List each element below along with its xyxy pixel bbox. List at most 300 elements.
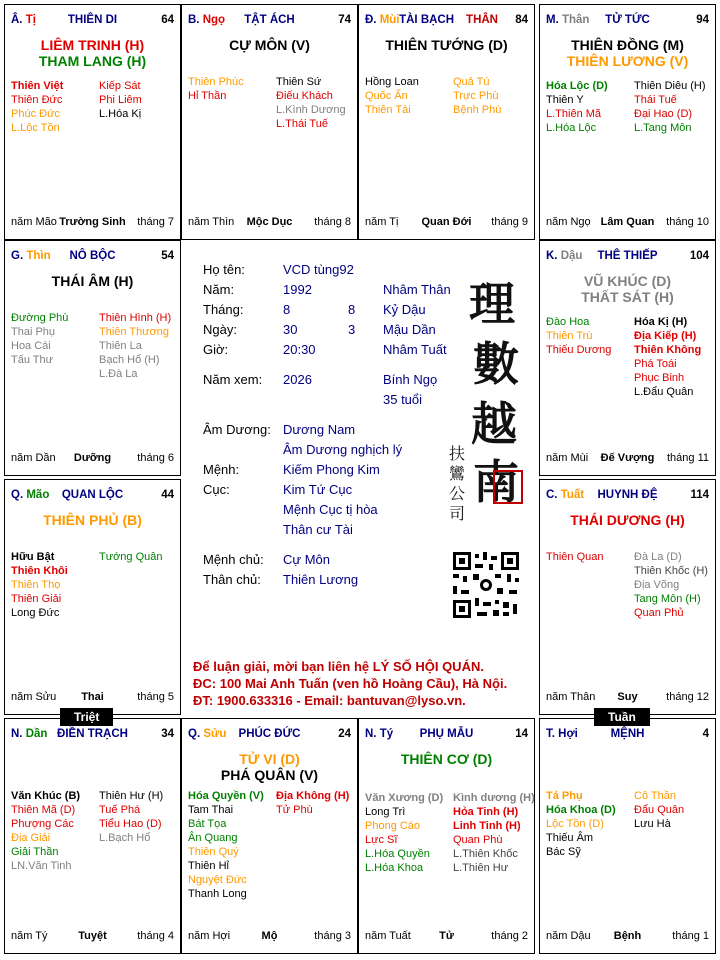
current-age: 35 tuổi	[383, 392, 423, 407]
star-item: Thiên Tài	[365, 104, 411, 116]
star-item: Tang Môn (H)	[634, 593, 701, 605]
palace-cell-mao[interactable]	[4, 479, 181, 715]
footer-month: tháng 8	[314, 216, 351, 228]
footer-trang-sinh: Tử	[439, 930, 454, 942]
star-item: Thiên Sứ	[276, 76, 322, 88]
footer-trang-sinh: Mộ	[261, 930, 278, 942]
day-canchi: Mậu Dần	[383, 322, 436, 337]
footer-trang-sinh: Suy	[617, 691, 638, 703]
palace-age: 4	[702, 728, 709, 740]
main-star: THIÊN LƯƠNG (V)	[566, 53, 689, 69]
palace-title: NÔ BỘC	[69, 250, 116, 262]
star-item: Lực Sĩ	[365, 834, 398, 846]
day-value: 30	[283, 322, 298, 337]
star-item: Hóa Kị (H)	[634, 316, 688, 328]
star-item: Thiên Mã (D)	[11, 804, 76, 816]
palace-cell-dau[interactable]	[539, 240, 716, 476]
palace-cell-thin[interactable]	[4, 240, 181, 476]
footer-year: năm Mùi	[546, 452, 589, 464]
palace-can: N.	[11, 728, 23, 740]
calligraphy-char-2: 數	[473, 337, 519, 391]
palace-age: 24	[338, 728, 351, 740]
footer-year: năm Sửu	[11, 691, 57, 703]
star-item: Hoa Cái	[11, 340, 51, 352]
star-item: Hóa Lộc (D)	[546, 80, 608, 92]
star-item: Lưu Hà	[634, 818, 671, 830]
palace-title: MỆNH	[610, 728, 645, 740]
name-label: Họ tên:	[203, 262, 245, 277]
palace-footer	[546, 216, 709, 230]
star-item: Phục Binh	[634, 372, 685, 384]
palace-chi: Dần	[25, 728, 48, 740]
star-item: Quốc Ấn	[365, 90, 408, 102]
star-item: L.Hóa Khoa	[365, 862, 424, 874]
palace-cell-hoi[interactable]	[539, 718, 716, 954]
star-item: L.Thái Tuế	[276, 118, 328, 130]
main-star: PHÁ QUÂN (V)	[220, 767, 319, 783]
palace-footer	[188, 930, 351, 944]
footer-month: tháng 6	[137, 452, 174, 464]
star-item: Thiên Giải	[11, 593, 62, 605]
star-item: Long Trì	[365, 806, 406, 818]
menh-chu-label: Mệnh chủ:	[203, 552, 264, 567]
menh-value: Kiếm Phong Kim	[283, 462, 380, 477]
minor-stars-right	[634, 79, 714, 135]
cuc-label: Cục:	[203, 482, 230, 497]
footer-year: năm Tý	[11, 930, 48, 942]
star-item: Kình dương (H)	[453, 792, 535, 804]
star-item: L.Bạch Hổ	[99, 832, 151, 844]
minor-stars-left	[11, 79, 96, 135]
footer-year: năm Hợi	[188, 930, 231, 942]
star-item: Tướng Quân	[99, 551, 163, 563]
main-star: VŨ KHÚC (D)	[583, 273, 672, 289]
palace-title: THIÊN DI	[67, 14, 118, 26]
star-item: L.Tang Môn	[634, 122, 692, 134]
footer-year: năm Dần	[11, 452, 56, 464]
star-item: L.Lộc Tồn	[11, 122, 60, 134]
cuc-note: Mệnh Cục tị hòa	[283, 502, 378, 517]
footer-month: tháng 12	[666, 691, 709, 703]
star-item: Bạch Hổ (H)	[99, 354, 160, 366]
minor-stars-right	[276, 789, 356, 817]
main-star: THIÊN TƯỚNG (D)	[385, 37, 508, 53]
footer-trang-sinh: Đế Vượng	[600, 452, 655, 464]
center-info-panel	[181, 240, 539, 718]
palace-name	[365, 14, 498, 26]
star-item: Thiên Khôi	[11, 565, 68, 577]
star-item: Thiếu Âm	[546, 832, 594, 844]
footer-month: tháng 9	[491, 216, 528, 228]
minor-stars-right	[99, 550, 179, 564]
footer-year: năm Mão	[11, 216, 57, 228]
palace-can: Đ.	[365, 14, 377, 26]
star-item: Quan Phủ	[634, 607, 684, 619]
palace-footer	[546, 930, 709, 944]
main-star: THẤT SÁT (H)	[581, 289, 674, 305]
star-item: Long Đức	[11, 607, 60, 619]
minor-stars-right	[453, 791, 533, 875]
than-chu-label: Thân chủ:	[203, 572, 261, 587]
main-star: THIÊN PHỦ (B)	[43, 512, 142, 528]
minor-stars-left	[546, 79, 631, 135]
star-item: Thiên Việt	[11, 80, 64, 92]
star-item: Thiên La	[99, 340, 142, 352]
star-item: Phong Cáo	[365, 820, 421, 832]
star-item: L.Hóa Lộc	[546, 122, 597, 134]
palace-age: 14	[515, 728, 528, 740]
than-cu-note: Thân cư Tài	[283, 522, 353, 537]
star-item: Hỏa Tinh (H)	[453, 806, 519, 818]
star-item: L.Thiên Mã	[546, 108, 602, 120]
palace-name	[11, 250, 174, 262]
footer-year: năm Tị	[365, 216, 399, 228]
star-item: Thiên Diêu (H)	[634, 80, 706, 92]
palace-chi: Tý	[379, 728, 394, 740]
star-item: Thiên Phúc	[188, 76, 244, 88]
star-item: Đẩu Quân	[634, 804, 685, 816]
palace-chi: Mão	[26, 489, 50, 501]
palace-age: 104	[689, 250, 709, 262]
notice-line-2: ĐC: 100 Mai Anh Tuấn (ven hồ Hoàng Cầu), Hà Nội.	[193, 676, 508, 691]
minor-stars-right	[99, 789, 179, 845]
star-item: LN.Văn Tinh	[11, 860, 72, 872]
palace-age: 64	[161, 14, 174, 26]
footer-trang-sinh: Dưỡng	[73, 452, 112, 464]
palace-header	[546, 728, 709, 742]
palace-title: PHỤ MẪU	[419, 728, 474, 740]
star-item: Thiên Trù	[546, 330, 593, 342]
star-item: Hỉ Thần	[188, 90, 227, 102]
month-lunar: 8	[348, 302, 356, 317]
palace-age: 34	[161, 728, 174, 740]
palace-name	[188, 14, 351, 26]
star-item: Điếu Khách	[276, 90, 333, 102]
footer-month: tháng 4	[137, 930, 174, 942]
star-item: Thiếu Dương	[546, 344, 612, 356]
star-item: Phượng Các	[11, 818, 74, 830]
footer-trang-sinh: Bệnh	[613, 930, 642, 942]
footer-month: tháng 10	[666, 216, 709, 228]
star-item: Trực Phù	[453, 90, 499, 102]
calligraphy-char-3: 越	[471, 397, 517, 451]
month-label: Tháng:	[203, 302, 244, 317]
palace-cell-than[interactable]	[539, 4, 716, 240]
palace-cell-suu[interactable]	[181, 718, 358, 954]
star-item: L.Thiên Khốc	[453, 848, 518, 860]
small-calligraphy-1: 扶	[449, 444, 466, 463]
hour-canchi: Nhâm Tuất	[383, 342, 447, 357]
minor-stars-left	[188, 789, 273, 901]
palace-cell-ti[interactable]	[358, 718, 535, 954]
star-item: Địa Võng	[634, 579, 680, 591]
menh-label: Mệnh:	[203, 462, 240, 477]
footer-trang-sinh: Lâm Quan	[600, 216, 655, 228]
star-item: Kiếp Sát	[99, 80, 141, 92]
star-item: Đại Hao (D)	[634, 108, 693, 120]
year-canchi: Nhâm Thân	[383, 282, 451, 297]
palace-age: 114	[690, 489, 709, 501]
star-item: Phúc Đức	[11, 108, 60, 120]
palace-header	[188, 14, 351, 28]
palace-header	[546, 14, 709, 28]
star-item: Đà La (D)	[634, 551, 682, 563]
amduong-label: Âm Dương:	[203, 422, 271, 437]
palace-age: 54	[161, 250, 174, 262]
minor-stars-left	[365, 75, 450, 117]
star-item: Bệnh Phù	[453, 104, 502, 116]
month-canchi: Kỷ Dậu	[383, 302, 426, 317]
palace-can: Â.	[11, 14, 23, 26]
footer-month: tháng 3	[314, 930, 351, 942]
main-star: THÁI ÂM (H)	[51, 273, 134, 289]
than-marker: THÂN	[466, 14, 498, 26]
palace-cell-ngo[interactable]	[181, 4, 358, 240]
star-item: Thiên Không	[634, 344, 702, 356]
palace-age: 94	[696, 14, 709, 26]
palace-can: Q.	[188, 728, 201, 740]
footer-month: tháng 11	[666, 452, 709, 464]
notice-line-1: Để luận giải, mời bạn liên hệ LÝ SỐ HỘI QUÁN.	[193, 659, 484, 674]
triet-tag: Triệt	[60, 708, 113, 726]
minor-stars-right	[634, 789, 714, 831]
star-item: Thiên Quý	[188, 846, 239, 858]
palace-name	[188, 728, 351, 740]
palace-header	[188, 728, 351, 742]
footer-year: năm Ngọ	[546, 216, 591, 228]
star-item: L.Thiên Hư	[453, 862, 509, 874]
star-item: Phi Liêm	[99, 94, 142, 106]
small-calligraphy-4: 司	[449, 504, 466, 523]
star-item: Đường Phù	[11, 312, 69, 324]
palace-chi: Mùi	[379, 14, 400, 26]
star-item: L.Hóa Kị	[99, 108, 142, 120]
footer-year: năm Tuất	[365, 930, 411, 942]
amduong-value: Dương Nam	[283, 422, 356, 437]
star-item: L.Đẩu Quân	[634, 386, 694, 398]
star-item: Hữu Bật	[11, 551, 55, 563]
footer-year: năm Thìn	[188, 216, 235, 228]
star-item: Thiên Hình (H)	[99, 312, 172, 324]
palace-header	[11, 250, 174, 264]
palace-name	[11, 14, 174, 26]
main-star: CỰ MÔN (V)	[229, 37, 310, 53]
minor-stars-left	[188, 75, 273, 103]
palace-chi: Sửu	[203, 728, 227, 740]
palace-name	[365, 728, 528, 740]
footer-year: năm Dậu	[546, 930, 591, 942]
qr-code-icon[interactable]	[451, 550, 521, 620]
palace-title: PHÚC ĐỨC	[238, 728, 301, 740]
star-item: Bát Tọa	[188, 818, 227, 830]
star-item: Thiên Thương	[99, 326, 170, 338]
minor-stars-left	[11, 311, 96, 367]
star-item: Địa Giải	[11, 832, 51, 844]
palace-can: M.	[546, 14, 559, 26]
star-item: Thanh Long	[188, 888, 247, 900]
star-item: L.Hóa Quyền	[365, 848, 430, 860]
year-label: Năm:	[203, 282, 235, 297]
minor-stars-left	[546, 789, 631, 859]
star-item: Tả Phụ	[546, 790, 583, 802]
palace-title: THÊ THIẾP	[597, 250, 658, 262]
hour-label: Giờ:	[203, 342, 229, 357]
small-calligraphy-3: 公	[449, 484, 466, 503]
star-item: Địa Kiếp (H)	[634, 330, 697, 342]
star-item: Thiên Y	[546, 94, 584, 106]
star-item: Thiên Quan	[546, 551, 604, 563]
footer-trang-sinh: Thai	[81, 691, 104, 703]
palace-chi: Tuất	[560, 489, 585, 501]
palace-chi: Ngọ	[202, 14, 226, 26]
star-item: Ân Quang	[188, 832, 238, 844]
main-star: LIÊM TRINH (H)	[40, 37, 145, 53]
minor-stars-right	[634, 550, 714, 620]
star-item: Tử Phù	[276, 804, 313, 816]
star-item: Tam Thai	[188, 804, 234, 816]
star-item: Thiên Khốc (H)	[634, 565, 708, 577]
palace-cell-dan[interactable]	[4, 718, 181, 954]
palace-name	[11, 728, 174, 740]
minor-stars-left	[11, 789, 96, 873]
small-calligraphy-2: 鸞	[449, 464, 466, 483]
star-item: Tuế Phá	[99, 804, 141, 816]
footer-month: tháng 7	[137, 216, 174, 228]
star-item: Thái Tuế	[634, 94, 677, 106]
palace-can: K.	[546, 250, 558, 262]
footer-trang-sinh: Tuyệt	[78, 930, 107, 942]
palace-chi: Dậu	[560, 250, 583, 262]
palace-can: Q.	[11, 489, 24, 501]
star-item: Giải Thần	[11, 846, 59, 858]
palace-can: B.	[188, 14, 200, 26]
palace-title: TẬT ÁCH	[244, 14, 295, 26]
month-value: 8	[283, 302, 291, 317]
star-item: Văn Khúc (B)	[11, 790, 81, 802]
palace-footer	[188, 216, 351, 230]
star-item: Lộc Tồn (D)	[546, 818, 604, 830]
palace-cell-mui[interactable]	[358, 4, 535, 240]
star-item: Thiên Thọ	[11, 579, 61, 591]
footer-trang-sinh: Mộc Dục	[246, 216, 293, 228]
view-year-value: 2026	[283, 372, 312, 387]
palace-title: TỬ TỨC	[605, 14, 650, 26]
star-item: Quả Tú	[453, 76, 490, 88]
palace-title: QUAN LỘC	[61, 489, 124, 501]
palace-header	[365, 14, 528, 28]
star-item: Hóa Khoa (D)	[546, 804, 616, 816]
palace-footer	[365, 930, 528, 944]
main-star: THIÊN ĐỒNG (M)	[571, 37, 684, 53]
minor-stars-left	[11, 550, 96, 620]
palace-footer	[546, 691, 709, 705]
palace-name	[11, 489, 174, 501]
red-seal-stamp	[493, 470, 523, 504]
palace-name	[546, 728, 709, 740]
star-item: L.Kình Dương	[276, 104, 346, 116]
footer-month: tháng 5	[137, 691, 174, 703]
star-item: Cô Thần	[634, 790, 676, 802]
palace-footer	[11, 930, 174, 944]
palace-chi: Tị	[25, 14, 36, 26]
star-item: Đào Hoa	[546, 316, 590, 328]
star-item: L.Đà La	[99, 368, 138, 380]
palace-footer	[11, 216, 174, 230]
minor-stars-left	[365, 791, 450, 875]
minor-stars-left	[546, 315, 631, 357]
star-item: Thai Phụ	[11, 326, 56, 338]
day-label: Ngày:	[203, 322, 237, 337]
main-star: TỬ VI (D)	[239, 751, 300, 767]
palace-cell-ty[interactable]	[4, 4, 181, 240]
palace-name	[546, 250, 709, 262]
footer-month: tháng 1	[672, 930, 709, 942]
than-chu-value: Thiên Lương	[283, 572, 359, 587]
star-item: Quan Phù	[453, 834, 503, 846]
star-item: Linh Tinh (H)	[453, 820, 521, 832]
palace-footer	[11, 691, 174, 705]
footer-trang-sinh: Quan Đới	[421, 216, 472, 228]
palace-footer	[11, 452, 174, 466]
palace-age: 84	[515, 14, 528, 26]
palace-cell-tuat[interactable]	[539, 479, 716, 715]
star-item: Bác Sỹ	[546, 846, 581, 858]
palace-header	[546, 489, 709, 503]
star-item: Hóa Quyền (V)	[188, 790, 264, 802]
palace-age: 44	[161, 489, 174, 501]
star-item: Văn Xương (D)	[365, 792, 444, 804]
palace-footer	[546, 452, 709, 466]
cuc-value: Kim Tứ Cục	[283, 482, 353, 497]
palace-name	[546, 14, 709, 26]
star-item: Thiên Hư (H)	[99, 790, 164, 802]
palace-name	[546, 489, 709, 501]
minor-stars-right	[99, 311, 179, 381]
main-star: THÁI DƯƠNG (H)	[570, 512, 685, 528]
footer-month: tháng 2	[491, 930, 528, 942]
palace-title: TÀI BẠCH	[399, 14, 455, 26]
minor-stars-left	[546, 550, 631, 564]
star-item: Thiên Hỉ	[188, 860, 229, 872]
palace-header	[546, 250, 709, 264]
palace-header	[11, 728, 174, 742]
star-item: Hồng Loan	[365, 76, 419, 88]
palace-can: N.	[365, 728, 377, 740]
calligraphy-char-1: 理	[469, 277, 515, 331]
star-item: Nguyệt Đức	[188, 874, 247, 886]
minor-stars-right	[634, 315, 714, 399]
minor-stars-right	[99, 79, 179, 121]
minor-stars-right	[453, 75, 533, 117]
palace-age: 74	[338, 14, 351, 26]
amduong-note: Âm Dương nghịch lý	[283, 442, 403, 457]
calligraphy-char-4: 南	[473, 455, 519, 509]
day-lunar: 3	[348, 322, 356, 337]
tuan-tag: Tuần	[594, 708, 650, 726]
year-value: 1992	[283, 282, 312, 297]
palace-can: G.	[11, 250, 24, 262]
palace-title: ĐIỀN TRẠCH	[57, 728, 128, 740]
palace-title: HUYNH ĐỆ	[597, 489, 658, 501]
star-item: Thiên Đức	[11, 94, 63, 106]
main-star: THAM LANG (H)	[38, 53, 147, 69]
menh-chu-value: Cự Môn	[283, 552, 330, 567]
view-year-label: Năm xem:	[203, 372, 263, 387]
palace-footer	[365, 216, 528, 230]
star-item: Phá Toái	[634, 358, 677, 370]
main-star: THIÊN CƠ (D)	[400, 751, 493, 767]
palace-can: T.	[546, 728, 555, 740]
